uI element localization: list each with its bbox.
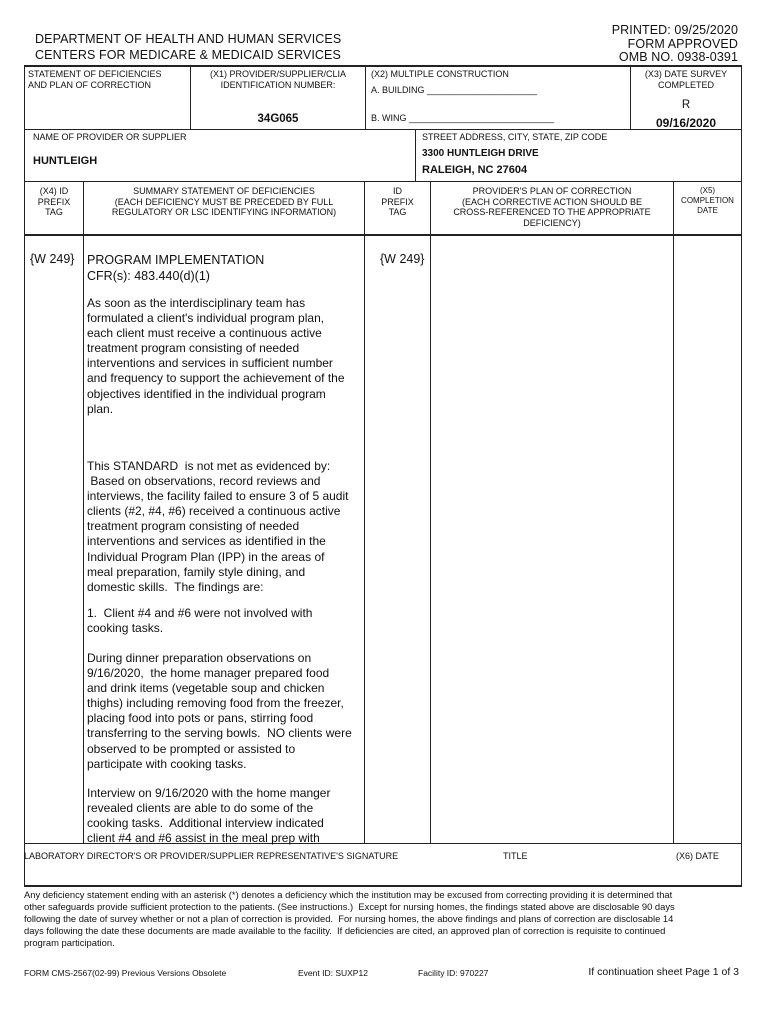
divider [365,65,366,129]
x4-header-line: PREFIX [37,196,71,207]
x4-header [25,186,83,218]
x5-header-line: DATE [697,206,718,215]
continuation-page: If continuation sheet Page 1 of 3 [588,966,739,978]
address-city: RALEIGH, NC 27604 [422,164,528,176]
divider [24,181,742,182]
x2-label: (X2) MULTIPLE CONSTRUCTION [371,69,509,79]
top-rule [24,65,742,67]
department-title: DEPARTMENT OF HEALTH AND HUMAN SERVICES [35,32,342,46]
x5-header [674,186,741,216]
plan-header-line: (EACH CORRECTIVE ACTION SHOULD BE [461,196,643,207]
border-right [741,65,742,885]
x3-label-line: COMPLETED [657,79,714,90]
x1-label-line: IDENTIFICATION NUMBER: [220,79,336,90]
paragraph-interview: Interview on 9/16/2020 with the home manger revealed clients are able to do some of the cooking tasks. Additional interview indicated client #4 and #6 assist in the meal prep with [87,786,331,846]
x1-label-line: (X1) PROVIDER/SUPPLIER/CLIA [209,69,347,79]
survey-date: 09/16/2020 [655,116,717,130]
x1-label [191,69,365,90]
id-header-line: PREFIX [381,196,414,207]
deficiency-cfr: CFR(s): 483.440(d)(1) [87,269,210,283]
disclaimer-text: Any deficiency statement ending with an asterisk (*) denotes a deficiency which the institution may be excused from correcting providing it is determined that other safeguards provide sufficient protection to the patients. (See instructions.) Except for nursing homes, the findings stated above are disclosable 90 days following the date of survey whether or not a plan of correction is provided. For nursing homes, the above findings and plans of correction are disclosable 14 days following the date these documents are made available to the facility. If deficiencies are cited, an approved plan of correction is requisite to continued program participation. [24,889,675,948]
plan-header [431,186,673,228]
address-label: STREET ADDRESS, CITY, STATE, ZIP CODE [422,132,608,142]
statement-label-line: STATEMENT OF DEFICIENCIES [28,69,162,79]
x3-label [631,69,741,90]
event-id: Event ID: SUXP12 [298,968,368,978]
prefix-tag-left: {W 249} [30,252,75,266]
divider [415,129,416,181]
form-approved: FORM APPROVED [627,37,738,51]
divider [673,181,674,843]
wing-field: B. WING _____________________________ [371,113,555,123]
statement-label [28,69,162,90]
plan-header-line: PROVIDER'S PLAN OF CORRECTION [472,186,632,196]
paragraph-item-1: 1. Client #4 and #6 were not involved with cooking tasks. [87,606,313,636]
plan-header-line: CROSS-REFERENCED TO THE APPROPRIATE [453,207,651,217]
id-header [365,186,430,218]
provider-id-number: 34G065 [257,113,299,125]
paragraph-regulation: As soon as the interdisciplinary team has formulated a client's individual program plan, each client must receive a continuous active treatment program consisting of needed interventions and services in sufficient number and frequency to support the achievement of the objectives identified in the individual program plan. [87,296,345,416]
signature-label: LABORATORY DIRECTOR'S OR PROVIDER/SUPPLIER REPRESENTATIVE'S SIGNATURE [24,851,399,861]
prefix-tag-right: {W 249} [380,252,425,266]
x5-header-line: (X5) [699,186,716,195]
summary-header-line: (EACH DEFICIENCY MUST BE PRECEDED BY FULL [114,196,334,207]
deficiency-title: PROGRAM IMPLEMENTATION [87,253,265,267]
id-header-line: TAG [388,207,407,217]
divider [83,181,84,843]
divider [430,181,431,843]
building-field: A. BUILDING ______________________ [371,85,538,95]
summary-header [84,186,364,218]
survey-type: R [681,99,691,111]
paragraph-observation: During dinner preparation observations on 9/16/2020, the home manager prepared food and drink items (vegetable soup and chicken thighs) including removing food from the freezer, placing food into pots or pans, stirring food transferring to the serving bowls. NO clients were observed to be prompted or assisted to participate with cooking tasks. [87,651,352,771]
printed-date: PRINTED: 09/25/2020 [611,23,738,37]
facility-id: Facility ID: 970227 [418,968,489,978]
summary-header-line: SUMMARY STATEMENT OF DEFICIENCIES [133,186,315,196]
form-id: FORM CMS-2567(02-99) Previous Versions Obsolete [24,968,227,978]
x5-header-line: COMPLETION [681,196,734,205]
agency-title: CENTERS FOR MEDICARE & MEDICAID SERVICES [35,48,341,62]
divider [364,181,365,843]
divider [24,885,742,887]
provider-name-label: NAME OF PROVIDER OR SUPPLIER [33,132,187,142]
title-label: TITLE [503,851,528,861]
x4-header-line: TAG [45,207,63,217]
x3-label-line: (X3) DATE SURVEY [644,69,728,79]
omb-number: OMB NO. 0938-0391 [618,50,738,64]
x4-header-line: (X4) ID [39,186,69,196]
id-header-line: ID [393,186,402,196]
summary-header-line: REGULATORY OR LSC IDENTIFYING INFORMATION) [111,207,337,217]
plan-header-line: DEFICIENCY) [523,217,581,228]
provider-name: HUNTLEIGH [33,155,98,167]
address-street: 3300 HUNTLEIGH DRIVE [422,148,539,159]
date-label: (X6) DATE [676,851,719,861]
statement-label-line: AND PLAN OF CORRECTION [28,79,152,90]
divider [24,234,742,236]
paragraph-finding: This STANDARD is not met as evidenced by: Based on observations, record reviews and interviews, the facility failed to ensure 3 of 5 audit clients (#2, #4, #6) received a continuous active treatment program consisting of needed interventions and services as identified in the Individual Program Plan (IPP) in the areas of meal preparation, family style dining, and domestic skills. The findings are: [87,459,349,594]
